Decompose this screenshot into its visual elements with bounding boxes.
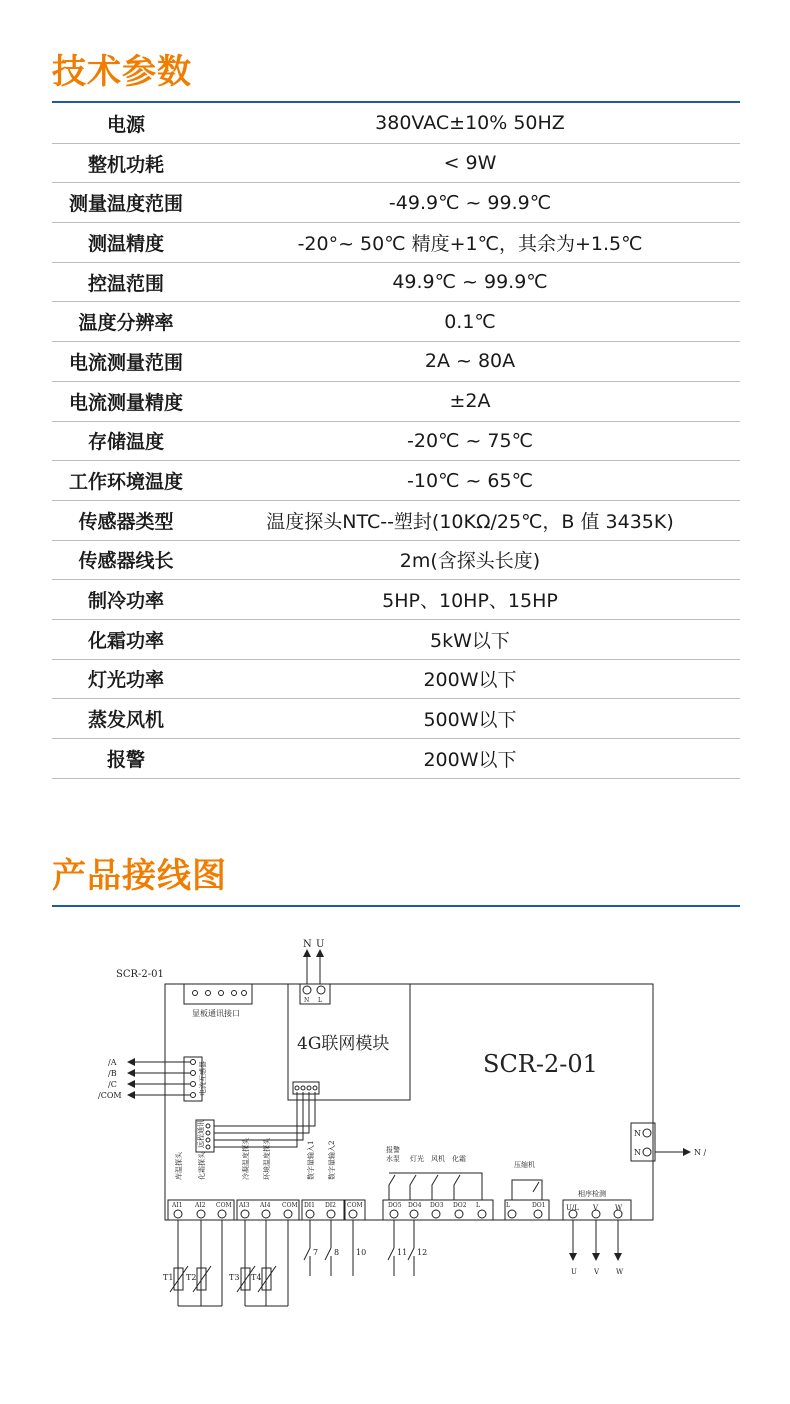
spec-title-rule — [52, 101, 740, 103]
svg-text:L: L — [318, 997, 322, 1004]
spec-row — [52, 104, 740, 143]
svg-text:V: V — [593, 1204, 599, 1212]
sensor-label: 数字量输入1 — [307, 1140, 315, 1180]
spec-key: 报警 — [52, 739, 200, 779]
terminal-screw — [284, 1210, 292, 1218]
terminal-label: DO1 — [532, 1202, 546, 1209]
spec-key: 电流测量范围 — [52, 342, 200, 382]
display-port-label: 显板通讯接口 — [192, 1009, 240, 1018]
spec-value: 2A ~ 80A — [200, 342, 740, 382]
terminal-label: COM — [347, 1202, 363, 1209]
svg-text:U/L: U/L — [566, 1204, 579, 1212]
terminal-screw — [262, 1210, 270, 1218]
spec-key: 灯光功率 — [52, 659, 200, 699]
spec-value: -49.9℃ ~ 99.9℃ — [200, 183, 740, 223]
sensor-label: 数字量输入2 — [328, 1140, 336, 1180]
rs485-b: /B — [108, 1069, 117, 1078]
svg-text:7: 7 — [313, 1248, 319, 1257]
svg-text:10: 10 — [356, 1248, 367, 1257]
neutral-out-label: N / — [694, 1148, 707, 1157]
svg-text:N: N — [634, 1129, 641, 1138]
spec-row — [52, 262, 740, 302]
terminal-screw — [390, 1210, 398, 1218]
spec-key: 化霜功率 — [52, 619, 200, 659]
svg-text:W: W — [616, 1268, 624, 1276]
svg-text:U: U — [571, 1268, 577, 1276]
model-small-label: SCR-2-01 — [116, 969, 164, 980]
spec-key: 温度分辨率 — [52, 302, 200, 342]
terminal-label: DO2 — [453, 1202, 467, 1209]
spec-key: 制冷功率 — [52, 580, 200, 620]
wiring-title-rule — [52, 905, 740, 907]
spec-table — [52, 104, 740, 779]
svg-text:V: V — [594, 1268, 600, 1276]
svg-text:T3: T3 — [229, 1273, 240, 1282]
spec-value: 5HP、10HP、15HP — [200, 580, 740, 620]
phase-detect-label: 相序检测 — [578, 1190, 606, 1198]
spec-row — [52, 659, 740, 699]
terminal-screw — [534, 1210, 542, 1218]
spec-value: 49.9℃ ~ 99.9℃ — [200, 262, 740, 302]
spec-row — [52, 500, 740, 540]
sensor-label: 冷凝温度探头 — [242, 1138, 250, 1180]
svg-text:T1: T1 — [163, 1273, 174, 1282]
spec-section-title: 技术参数 — [52, 52, 192, 92]
spec-value: 5kW以下 — [200, 619, 740, 659]
wiring-section-title: 产品接线图 — [52, 856, 227, 896]
terminal-screw — [241, 1210, 249, 1218]
spec-key: 测量温度范围 — [52, 183, 200, 223]
terminal-label: AI3 — [239, 1202, 250, 1209]
spec-key: 控温范围 — [52, 262, 200, 302]
power-n-label: N — [303, 939, 312, 950]
terminal-label: COM — [282, 1202, 298, 1209]
terminal-screw — [197, 1210, 205, 1218]
spec-value: 380VAC±10% 50HZ — [200, 104, 740, 143]
spec-row — [52, 739, 740, 779]
svg-text:N: N — [634, 1148, 641, 1157]
spec-value: 2m(含探头长度) — [200, 540, 740, 580]
spec-key: 存储温度 — [52, 421, 200, 461]
relay-pump-label: 水泵 — [386, 1155, 400, 1163]
svg-text:11: 11 — [397, 1248, 408, 1257]
io-label: 远程通讯 — [197, 1120, 205, 1148]
spec-value: 200W以下 — [200, 739, 740, 779]
spec-value: ±2A — [200, 381, 740, 421]
terminal-label: DI2 — [325, 1202, 336, 1209]
relay-fan-label: 风机 — [431, 1155, 445, 1163]
rs485-c: /C — [108, 1080, 117, 1089]
rs485-a: /A — [108, 1058, 117, 1067]
spec-row — [52, 540, 740, 580]
current-sensor-label: 电流互感器 — [199, 1061, 207, 1096]
spec-row — [52, 143, 740, 183]
svg-text:N: N — [304, 997, 310, 1004]
spec-value: 200W以下 — [200, 659, 740, 699]
sensor-label: 库温探头 — [175, 1152, 183, 1180]
sensor-label: 化霜探头 — [198, 1152, 206, 1180]
terminal-label: DI1 — [304, 1202, 315, 1209]
rs485-com: /COM — [98, 1091, 122, 1100]
spec-value: -20°~ 50℃ 精度+1℃，其余为+1.5℃ — [200, 223, 740, 263]
terminal-screw — [349, 1210, 357, 1218]
relay-alarm-label: 报警 — [386, 1146, 400, 1154]
spec-key: 电源 — [52, 104, 200, 143]
svg-text:12: 12 — [417, 1248, 428, 1257]
spec-key: 传感器类型 — [52, 500, 200, 540]
svg-text:T4: T4 — [251, 1273, 262, 1282]
spec-row — [52, 302, 740, 342]
svg-text:T2: T2 — [186, 1273, 197, 1282]
terminal-screw — [218, 1210, 226, 1218]
terminal-label: AI1 — [172, 1202, 183, 1209]
spec-key: 工作环境温度 — [52, 461, 200, 501]
terminal-screw — [432, 1210, 440, 1218]
relay-defrost-label: 化霜 — [452, 1155, 466, 1163]
terminal-screw — [174, 1210, 182, 1218]
terminal-screw — [508, 1210, 516, 1218]
terminal-label: COM — [216, 1202, 232, 1209]
spec-value: -20℃ ~ 75℃ — [200, 421, 740, 461]
terminal-label: DO3 — [430, 1202, 444, 1209]
spec-key: 整机功耗 — [52, 143, 200, 183]
module-label: 4G联网模块 — [297, 1034, 390, 1054]
spec-row — [52, 223, 740, 263]
spec-value: < 9W — [200, 143, 740, 183]
terminal-screw — [306, 1210, 314, 1218]
terminal-label: DO4 — [408, 1202, 422, 1209]
compressor-label: 压缩机 — [514, 1161, 535, 1169]
terminal-screw — [455, 1210, 463, 1218]
svg-text:W: W — [615, 1204, 623, 1212]
spec-key: 蒸发风机 — [52, 699, 200, 739]
terminal-screw — [478, 1210, 486, 1218]
spec-row — [52, 381, 740, 421]
spec-key: 电流测量精度 — [52, 381, 200, 421]
spec-value: 500W以下 — [200, 699, 740, 739]
spec-row — [52, 580, 740, 620]
sensor-label: 环境温度探头 — [263, 1138, 271, 1180]
model-main-label: SCR-2-01 — [483, 1050, 598, 1078]
terminal-label: AI4 — [260, 1202, 271, 1209]
terminal-label: L — [476, 1202, 480, 1209]
spec-key: 传感器线长 — [52, 540, 200, 580]
controller-board — [165, 984, 653, 1220]
terminal-label: AI2 — [195, 1202, 206, 1209]
spec-value: 温度探头NTC--塑封(10KΩ/25℃，B 值 3435K) — [200, 500, 740, 540]
wiring-diagram — [0, 930, 790, 1404]
spec-row — [52, 342, 740, 382]
spec-row — [52, 619, 740, 659]
power-u-label: U — [316, 939, 325, 950]
spec-row — [52, 699, 740, 739]
terminal-label: DO5 — [388, 1202, 402, 1209]
terminal-screw — [327, 1210, 335, 1218]
terminal-screw — [410, 1210, 418, 1218]
spec-row — [52, 461, 740, 501]
spec-key: 测温精度 — [52, 223, 200, 263]
terminal-label: L — [506, 1202, 510, 1209]
svg-text:8: 8 — [334, 1248, 340, 1257]
spec-value: -10℃ ~ 65℃ — [200, 461, 740, 501]
spec-value: 0.1℃ — [200, 302, 740, 342]
spec-row — [52, 183, 740, 223]
relay-light-label: 灯光 — [410, 1155, 424, 1163]
spec-row — [52, 421, 740, 461]
